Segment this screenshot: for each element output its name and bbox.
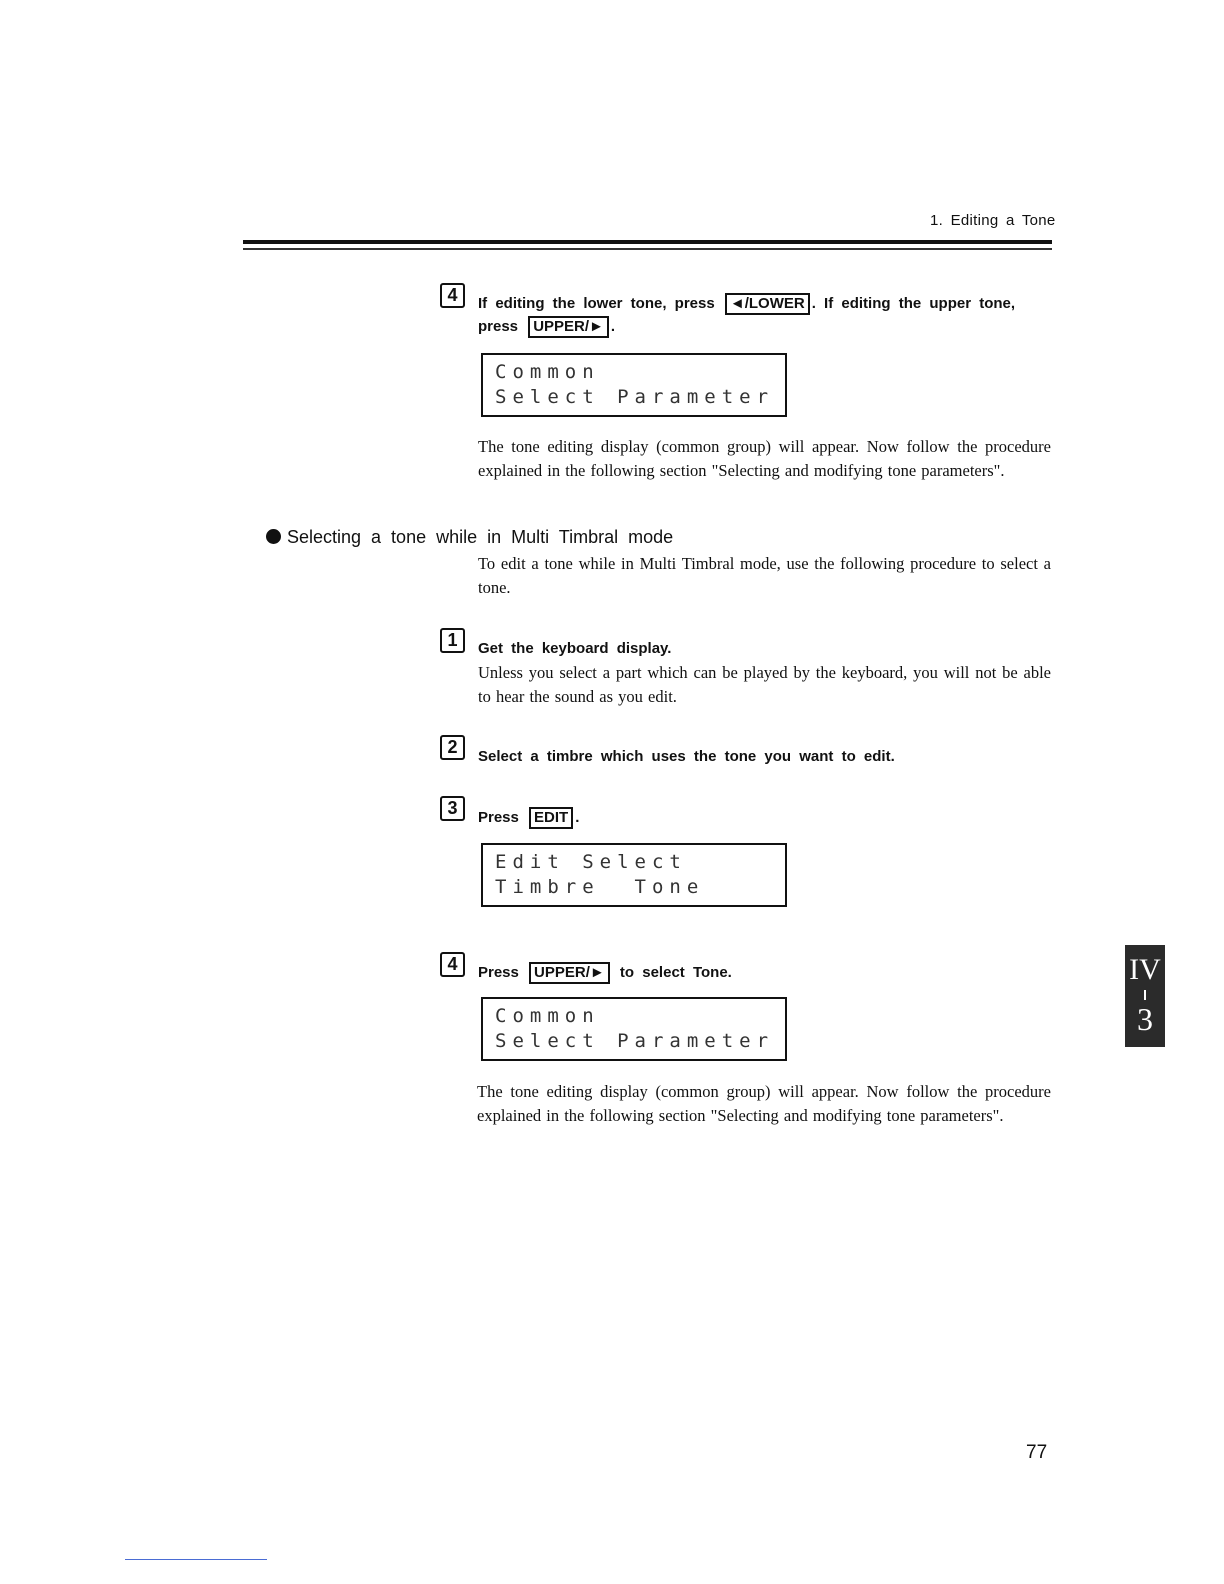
step-number-badge: 1 — [440, 628, 465, 653]
step-instruction — [478, 961, 732, 984]
header-rule-thin — [243, 248, 1052, 250]
step-instruction — [478, 292, 1052, 338]
step-instruction — [478, 806, 579, 829]
step-title: Get the keyboard display. — [478, 640, 672, 657]
lcd-line-1: Common — [495, 1005, 600, 1027]
instruction-text: . — [610, 318, 616, 335]
step-number-badge: 4 — [440, 283, 465, 308]
footer-line — [125, 1559, 267, 1560]
step-number-badge: 4 — [440, 952, 465, 977]
step-body: Unless you select a part which can be played by the keyboard, you will not be able to hear the sound as you edit. — [478, 663, 1051, 706]
instruction-text: If editing the lower tone, press — [478, 295, 715, 312]
page-number: 77 — [1026, 1442, 1048, 1463]
instruction-text: press — [478, 318, 519, 335]
chapter-number: IV — [1129, 953, 1161, 986]
instruction-text: Press — [478, 809, 519, 826]
lcd-line-1: Edit Select — [495, 851, 687, 873]
running-header: 1. Editing a Tone — [930, 212, 1056, 229]
lcd-display — [481, 353, 787, 417]
instruction-text: Press — [478, 964, 519, 981]
bullet-icon — [266, 529, 281, 544]
lcd-line-2: Select Parameter — [495, 1030, 775, 1052]
header-rule-thick — [243, 240, 1052, 244]
lcd-display — [481, 997, 787, 1061]
lcd-display — [481, 843, 787, 907]
instruction-text: . — [575, 809, 580, 826]
tab-divider — [1144, 990, 1146, 1000]
section-heading — [266, 527, 673, 548]
edit-key-label: EDIT — [529, 807, 573, 829]
upper-key-label: UPPER/► — [528, 316, 609, 338]
lcd-line-2: Select Parameter — [495, 386, 775, 408]
chapter-tab — [1125, 945, 1165, 1047]
lcd-line-1: Common — [495, 361, 600, 383]
step-number-badge: 3 — [440, 796, 465, 821]
step-number-badge: 2 — [440, 735, 465, 760]
body-paragraph: The tone editing display (common group) will appear. Now follow the procedure explained in the following section "Selecting and modifying tone parameters". — [478, 437, 1051, 480]
lower-key-label: ◄/LOWER — [725, 293, 810, 315]
section-intro: To edit a tone while in Multi Timbral mode, use the following procedure to select a tone. — [478, 554, 1051, 597]
step-title: Select a timbre which uses the tone you want to edit. — [478, 748, 895, 765]
instruction-text: to select Tone. — [619, 964, 732, 981]
section-number: 3 — [1137, 1001, 1153, 1037]
section-heading-text: Selecting a tone while in Multi Timbral mode — [287, 527, 674, 547]
lcd-line-2: Timbre Tone — [495, 876, 705, 898]
instruction-text: . If editing the upper tone, — [811, 295, 1016, 312]
upper-key-label: UPPER/► — [529, 962, 610, 984]
body-paragraph: The tone editing display (common group) will appear. Now follow the procedure explained in the following section "Selecting and modifying tone parameters". — [477, 1082, 1051, 1125]
